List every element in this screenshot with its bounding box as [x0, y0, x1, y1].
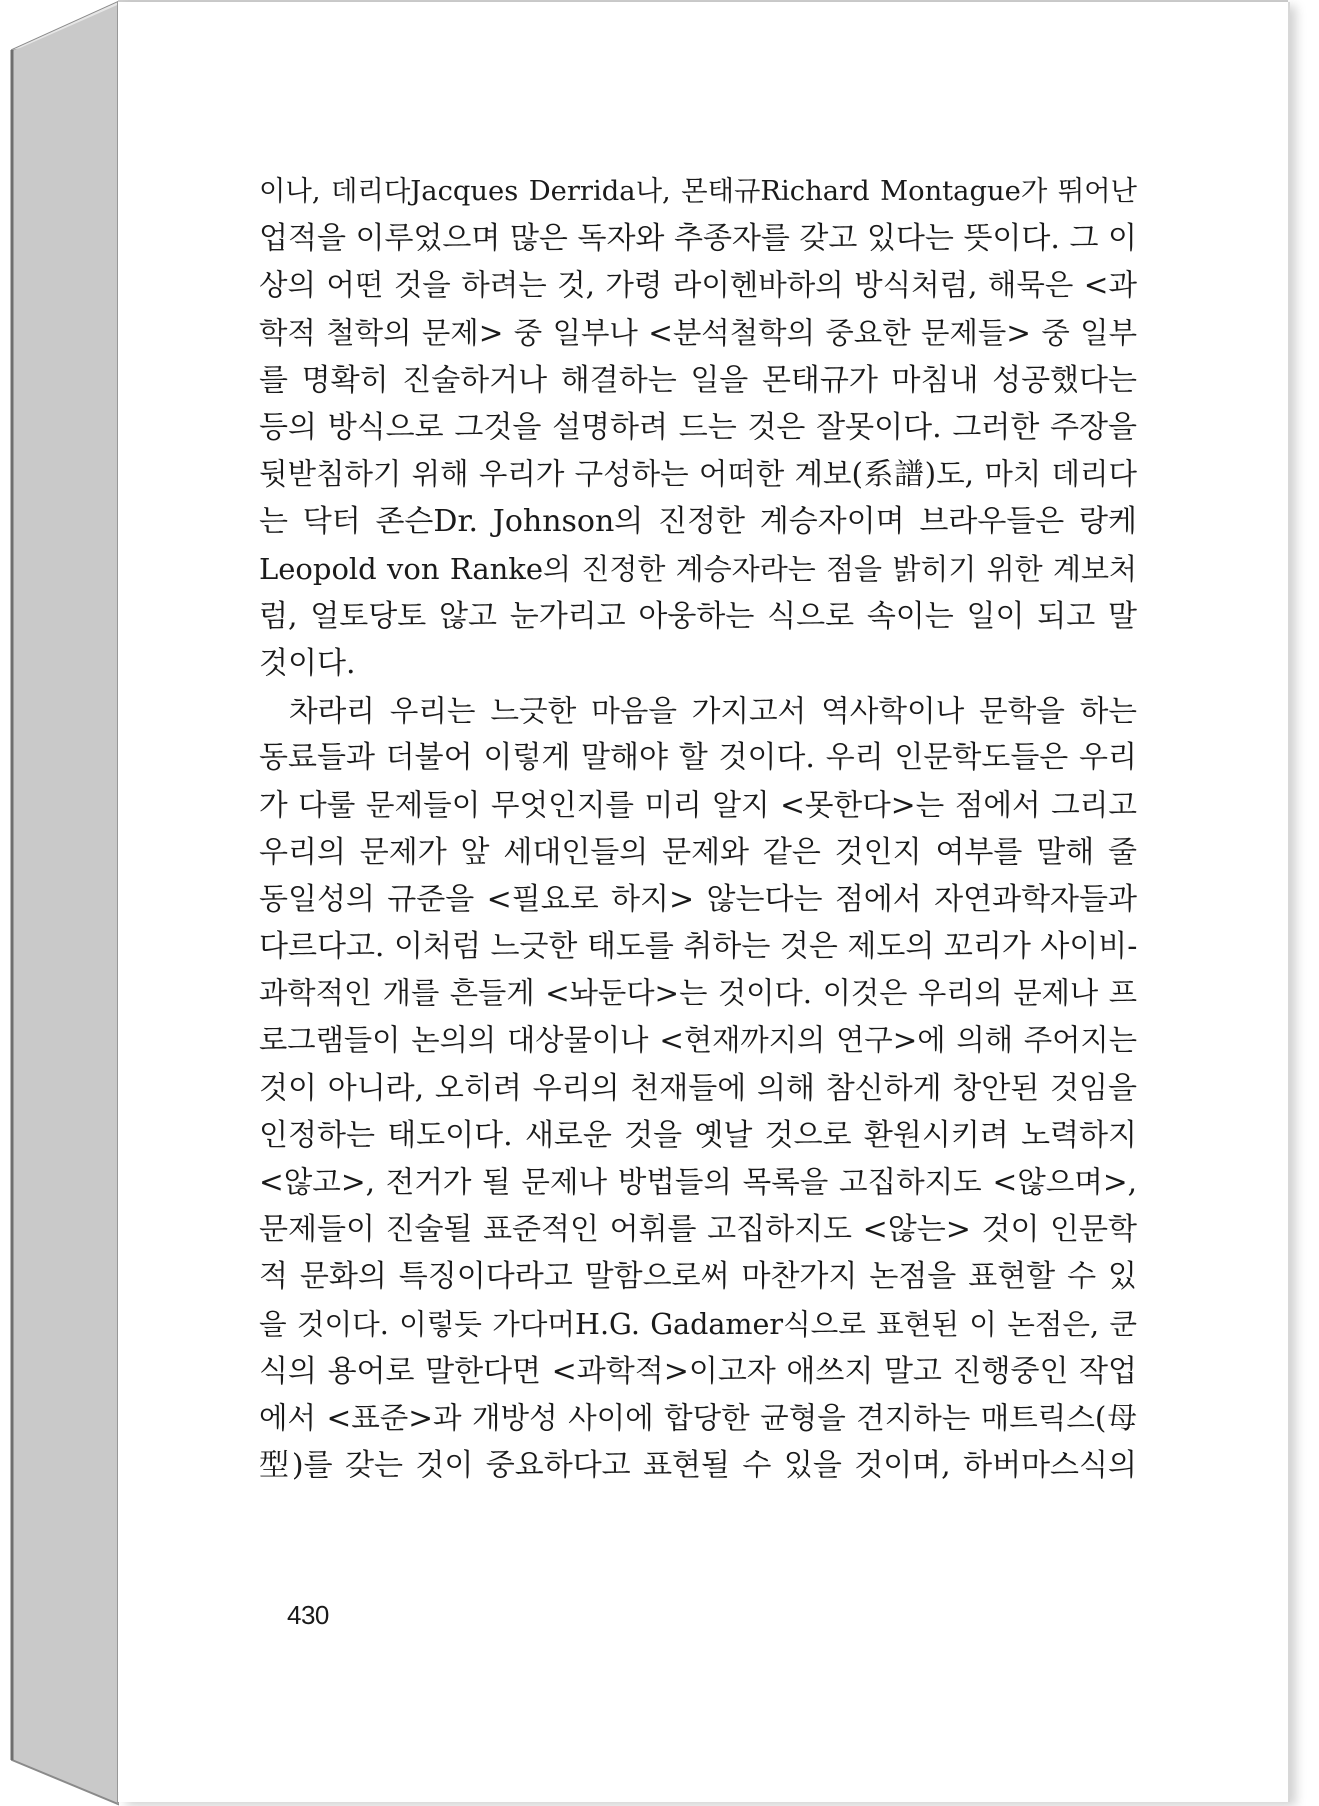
text-line: 인정하는 태도이다. 새로운 것을 옛날 것으로 환원시키려 노력하지 — [259, 1117, 1137, 1153]
text-line: 는 닥터 존슨Dr. Johnson의 진정한 계승자이며 브라우들은 랑케 — [259, 504, 1137, 540]
text-line: 차라리 우리는 느긋한 마음을 가지고서 역사학이나 문학을 하는 — [289, 693, 1137, 729]
text-line: Leopold von Ranke의 진정한 계승자라는 점을 밝히기 위한 계보처 — [259, 551, 1137, 586]
body-text — [259, 168, 1137, 1489]
text-line: 型)를 갖는 것이 중요하다고 표현될 수 있을 것이며, 하버마스식의 — [259, 1448, 1137, 1484]
text-line: 문제들이 진술될 표준적인 어휘를 고집하지도 <않는> 것이 인문학 — [259, 1212, 1137, 1248]
text-line: 가 다룰 문제들이 무엇인지를 미리 알지 <못한다>는 점에서 그리고 — [259, 787, 1137, 823]
page-number: 430 — [287, 1600, 329, 1630]
text-line: 것이 아니라, 오히려 우리의 천재들에 의해 참신하게 창안된 것임을 — [259, 1070, 1137, 1106]
paragraph-1 — [259, 168, 1137, 687]
text-line: 업적을 이루었으며 많은 독자와 추종자를 갖고 있다는 뜻이다. 그 이 — [259, 221, 1137, 257]
book-spine — [0, 0, 130, 1806]
text-line: 럼, 얼토당토 않고 눈가리고 아웅하는 식으로 속이는 일이 되고 말 — [259, 598, 1137, 634]
text-line: 것이다. — [259, 645, 356, 681]
text-line: 다르다고. 이처럼 느긋한 태도를 취하는 것은 제도의 꼬리가 사이비- — [259, 929, 1138, 964]
text-line: 학적 철학의 문제> 중 일부나 <분석철학의 중요한 문제들> 중 일부 — [259, 315, 1137, 350]
text-line: 동료들과 더불어 이렇게 말해야 할 것이다. 우리 인문학도들은 우리 — [259, 740, 1137, 776]
paragraph-2 — [259, 687, 1137, 1489]
text-line: 등의 방식으로 그것을 설명하려 드는 것은 잘못이다. 그러한 주장을 — [259, 409, 1137, 445]
text-line: 적 문화의 특징이다라고 말함으로써 마찬가지 논점을 표현할 수 있 — [259, 1259, 1137, 1295]
text-line: 상의 어떤 것을 하려는 것, 가령 라이헨바하의 방식처럼, 해묵은 <과 — [259, 268, 1137, 303]
text-line: 식의 용어로 말한다면 <과학적>이고자 애쓰지 말고 진행중인 작업 — [259, 1353, 1137, 1389]
text-line: 우리의 문제가 앞 세대인들의 문제와 같은 것인지 여부를 말해 줄 — [259, 834, 1137, 870]
text-line: 를 명확히 진술하거나 해결하는 일을 몬태규가 마침내 성공했다는 — [259, 362, 1137, 398]
text-line: 뒷받침하기 위해 우리가 구성하는 어떠한 계보(系譜)도, 마치 데리다 — [259, 457, 1137, 492]
text-line: 로그램들이 논의의 대상물이나 <현재까지의 연구>에 의해 주어지는 — [259, 1023, 1137, 1058]
text-line: 에서 <표준>과 개방성 사이에 합당한 균형을 견지하는 매트릭스(母 — [259, 1400, 1137, 1435]
text-line: 이나, 데리다Jacques Derrida나, 몬태규Richard Montague가 뛰어난 — [259, 176, 1137, 207]
text-line: 동일성의 규준을 <필요로 하지> 않는다는 점에서 자연과학자들과 — [259, 881, 1137, 917]
text-line: <않고>, 전거가 될 문제나 방법들의 목록을 고집하지도 <않으며>, — [259, 1164, 1137, 1199]
text-line: 과학적인 개를 흔들게 <놔둔다>는 것이다. 이것은 우리의 문제나 프 — [259, 976, 1137, 1011]
text-line: 을 것이다. 이렇듯 가다머H.G. Gadamer식으로 표현된 이 논점은, 쿤 — [259, 1306, 1137, 1341]
